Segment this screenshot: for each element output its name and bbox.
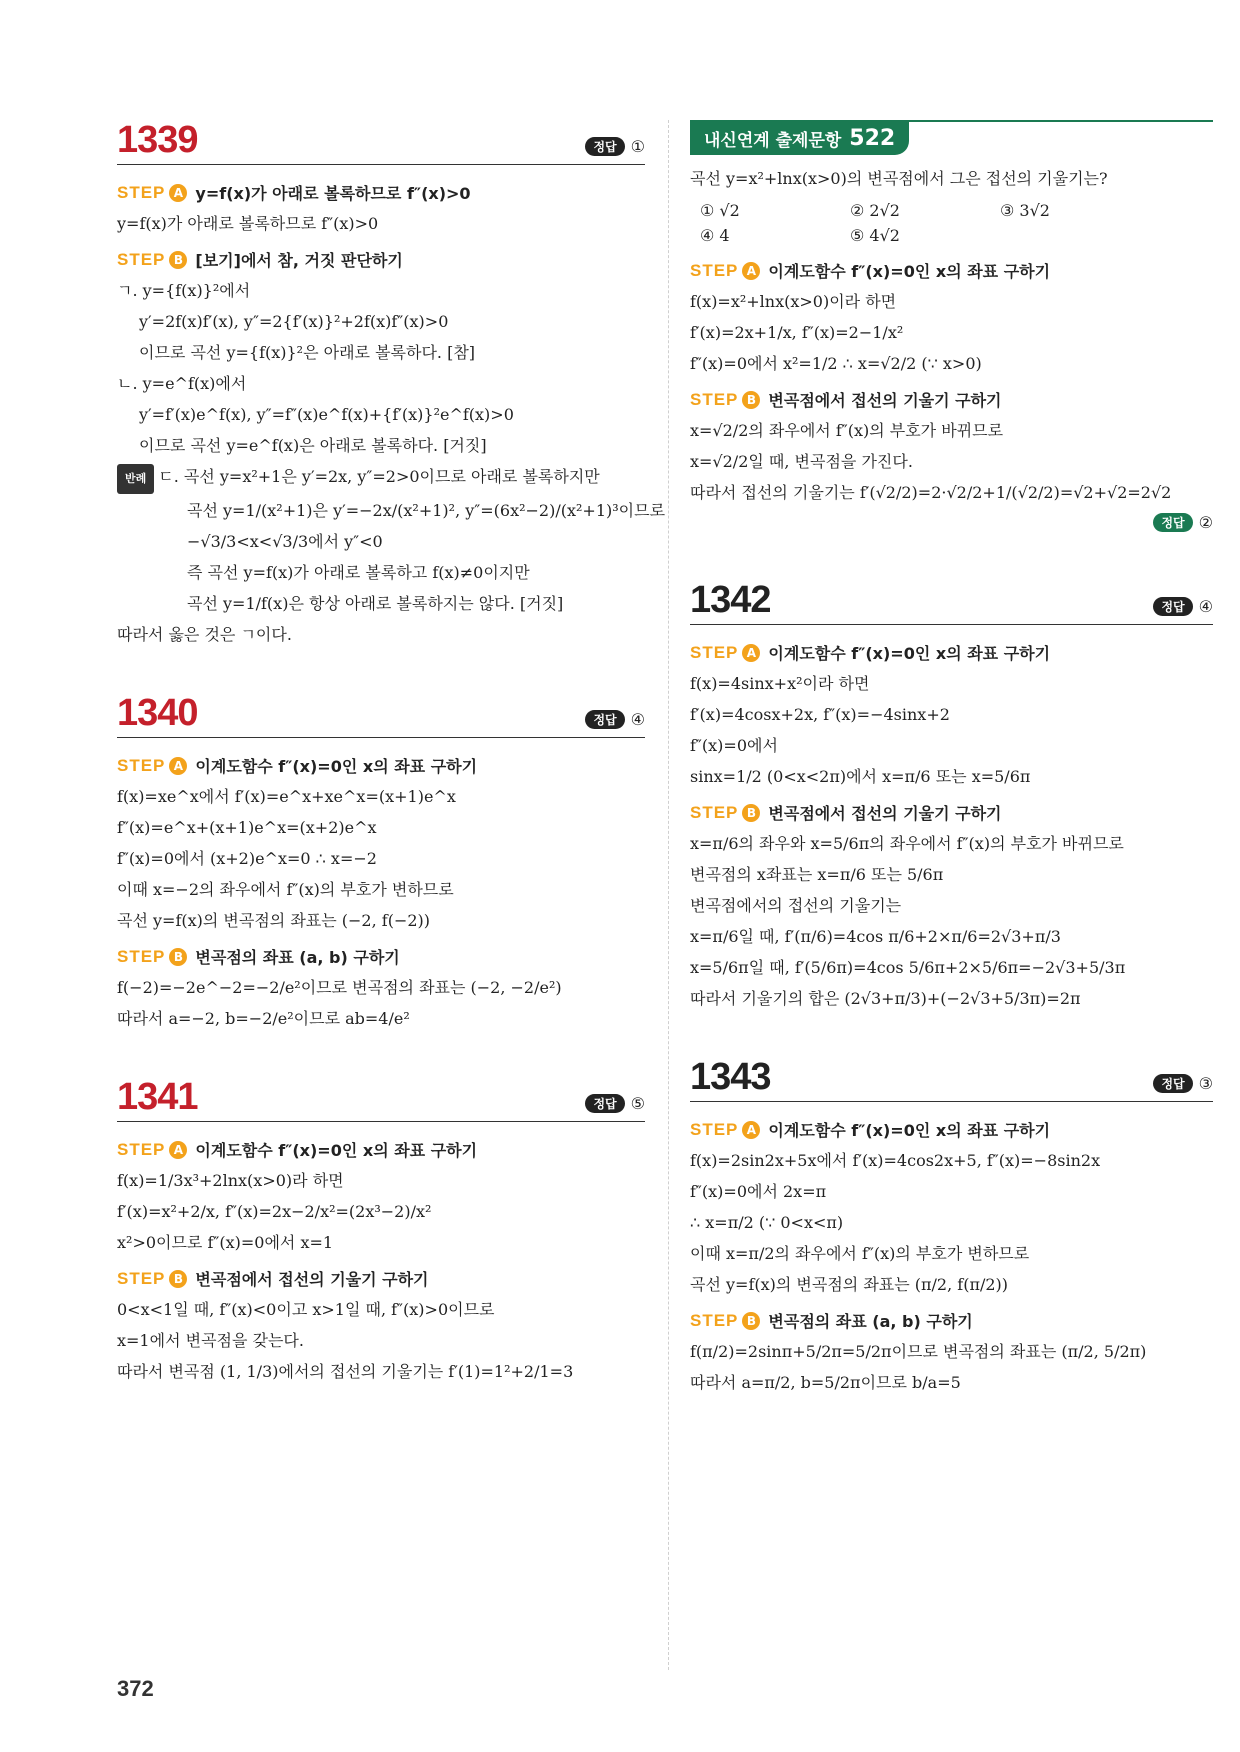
answer xyxy=(585,710,645,729)
answer-value: ④ xyxy=(1198,597,1213,616)
step-title: 변곡점에서 접선의 기울기 구하기 xyxy=(768,804,1002,823)
answer-badge: 정답 xyxy=(1153,597,1192,616)
step-b-icon: B xyxy=(742,391,760,409)
step-a xyxy=(117,754,645,777)
problem-1341 xyxy=(117,1077,645,1386)
problem-number: 1339 xyxy=(117,119,198,161)
solution-line: 이때 x=π/2의 좌우에서 f″(x)의 부호가 변하므로 xyxy=(690,1244,1030,1263)
step-label: STEP xyxy=(690,260,739,280)
solution-line: 곡선 y=1/(x²+1)은 y′=−2x/(x²+1)², y″=(6x²−2)/(x²+1)³이므로 xyxy=(187,501,666,520)
solution-text: ㄷ. 곡선 y=x²+1은 y′=2x, y″=2>0이므로 아래로 볼록하지만 xyxy=(158,467,600,486)
choice-item: ④ 4 xyxy=(700,226,730,245)
solution-line: f″(x)=0에서 2x=π xyxy=(690,1182,827,1201)
answer-badge: 정답 xyxy=(585,1094,624,1113)
step-a xyxy=(117,1138,645,1161)
problem-1339 xyxy=(117,119,666,649)
solution-line: f′(x)=2x+1/x, f″(x)=2−1/x² xyxy=(690,323,904,342)
step-label: STEP xyxy=(117,755,166,775)
solution-line: 곡선 y=1/f(x)은 항상 아래로 볼록하지는 않다. [거짓] xyxy=(187,594,564,613)
answer-value: ① xyxy=(630,137,645,156)
solution-line: f″(x)=0에서 (x+2)e^x=0 ∴ x=−2 xyxy=(117,849,377,868)
page-number: 372 xyxy=(117,1676,154,1701)
step-a-icon: A xyxy=(169,184,187,202)
solution-line: sinx=1/2 (0<x<2π)에서 x=π/6 또는 x=5/6π xyxy=(690,767,1031,786)
step-a-icon: A xyxy=(742,644,760,662)
step-a-icon: A xyxy=(169,1141,187,1159)
solution-line: f′(x)=4cosx+2x, f″(x)=−4sinx+2 xyxy=(690,705,950,724)
step-b-icon: B xyxy=(169,251,187,269)
solution-line: x=π/6의 좌우와 x=5/6π의 좌우에서 f″(x)의 부호가 바뀌므로 xyxy=(690,834,1124,853)
conclusion-line: 따라서 a=−2, b=−2/e²이므로 ab=4/e² xyxy=(117,1009,410,1028)
step-b xyxy=(690,1309,1213,1332)
solution-line: x²>0이므로 f″(x)=0에서 x=1 xyxy=(117,1233,334,1252)
step-label: STEP xyxy=(117,1139,166,1159)
counterexample-badge: 반례 xyxy=(117,464,154,494)
solution-line: x=√2/2의 좌우에서 f″(x)의 부호가 바뀌므로 xyxy=(690,421,1004,440)
problem-header xyxy=(117,693,645,738)
solution-line: −√3/3<x<√3/3에서 y″<0 xyxy=(187,532,383,551)
solution-line: f(x)=1/3x³+2lnx(x>0)라 하면 xyxy=(117,1171,344,1190)
linked-problem-banner xyxy=(690,120,1213,155)
step-a-icon: A xyxy=(169,757,187,775)
answer xyxy=(585,1094,645,1113)
step-a-icon: A xyxy=(742,1121,760,1139)
step-a xyxy=(690,1118,1213,1141)
step-title: 변곡점의 좌표 (a, b) 구하기 xyxy=(195,948,400,967)
step-label: STEP xyxy=(690,1310,739,1330)
banner-label: 내신연계 출제문항 xyxy=(704,131,842,151)
solution-line: 즉 곡선 y=f(x)가 아래로 볼록하고 f(x)≠0이지만 xyxy=(187,563,530,582)
answer-badge: 정답 xyxy=(585,137,624,156)
column-divider xyxy=(668,120,669,1670)
problem-header xyxy=(690,580,1213,625)
step-b-icon: B xyxy=(742,1312,760,1330)
left-column xyxy=(117,119,666,1430)
step-label: STEP xyxy=(117,249,166,269)
step-b-icon: B xyxy=(169,1270,187,1288)
step-title: 변곡점의 좌표 (a, b) 구하기 xyxy=(768,1312,973,1331)
solution-line: f″(x)=0에서 xyxy=(690,736,778,755)
answer-badge: 정답 xyxy=(585,710,624,729)
solution-line: 변곡점에서의 접선의 기울기는 xyxy=(690,896,902,915)
step-a xyxy=(690,641,1213,664)
step-title: 이계도함수 f″(x)=0인 x의 좌표 구하기 xyxy=(195,1141,478,1160)
problem-header xyxy=(690,1057,1213,1102)
question-text: 곡선 y=x²+lnx(x>0)의 변곡점에서 그은 접선의 기울기는? xyxy=(690,169,1108,188)
solution-line: f(x)=x²+lnx(x>0)이라 하면 xyxy=(690,292,897,311)
solution-line: x=5/6π일 때, f′(5/6π)=4cos 5/6π+2×5/6π=−2√3+5/3π xyxy=(690,958,1126,977)
solution-line: ∴ x=π/2 (∵ 0<x<π) xyxy=(690,1213,844,1232)
step-a xyxy=(117,181,645,204)
step-label: STEP xyxy=(690,642,739,662)
right-column xyxy=(690,120,1213,1441)
solution-line: 곡선 y=f(x)의 변곡점의 좌표는 (π/2, f(π/2)) xyxy=(690,1275,1009,1294)
problem-number: 1341 xyxy=(117,1076,198,1118)
answer xyxy=(1153,597,1213,616)
problem-1342 xyxy=(690,580,1213,1013)
solution-line: f″(x)=e^x+(x+1)e^x=(x+2)e^x xyxy=(117,818,377,837)
choice-item: ⑤ 4√2 xyxy=(850,226,900,245)
solution-line: y=f(x)가 아래로 볼록하므로 f″(x)>0 xyxy=(117,214,379,233)
solution-line: f″(x)=0에서 x²=1/2 ∴ x=√2/2 (∵ x>0) xyxy=(690,354,982,373)
conclusion-line: 따라서 a=π/2, b=5/2π이므로 b/a=5 xyxy=(690,1373,961,1392)
answer-value: ④ xyxy=(630,710,645,729)
step-label: STEP xyxy=(690,389,739,409)
problem-number: 1343 xyxy=(690,1056,771,1098)
solution-line: f(x)=xe^x에서 f′(x)=e^x+xe^x=(x+1)e^x xyxy=(117,787,456,806)
solution-line: 이므로 곡선 y={f(x)}²은 아래로 볼록하다. [참] xyxy=(139,343,476,362)
solution-line: 이때 x=−2의 좌우에서 f″(x)의 부호가 변하므로 xyxy=(117,880,454,899)
answer xyxy=(690,513,1213,532)
answer xyxy=(1153,1074,1213,1093)
choice-item: ① √2 xyxy=(700,201,740,220)
choice-list xyxy=(700,201,1213,245)
step-label: STEP xyxy=(117,1268,166,1288)
solution-line: 곡선 y=f(x)의 변곡점의 좌표는 (−2, f(−2)) xyxy=(117,911,431,930)
step-title: 이계도함수 f″(x)=0인 x의 좌표 구하기 xyxy=(768,1121,1051,1140)
solution-line: 변곡점의 x좌표는 x=π/6 또는 5/6π xyxy=(690,865,944,884)
conclusion-line: 따라서 접선의 기울기는 f′(√2/2)=2·√2/2+1/(√2/2)=√2+√2=2√2 xyxy=(690,483,1172,502)
solution-line: y′=2f(x)f′(x), y″=2{f′(x)}²+2f(x)f″(x)>0 xyxy=(139,312,449,331)
answer-value: ③ xyxy=(1198,1074,1213,1093)
step-label: STEP xyxy=(117,182,166,202)
problem-number: 1340 xyxy=(117,692,198,734)
solution-line: x=π/6일 때, f′(π/6)=4cos π/6+2×π/6=2√3+π/3 xyxy=(690,927,1061,946)
step-title: 이계도함수 f″(x)=0인 x의 좌표 구하기 xyxy=(768,644,1051,663)
step-label: STEP xyxy=(690,1119,739,1139)
solution-line: f(x)=2sin2x+5x에서 f′(x)=4cos2x+5, f″(x)=−8sin2x xyxy=(690,1151,1101,1170)
choice-item: ② 2√2 xyxy=(850,201,900,220)
step-title: 이계도함수 f″(x)=0인 x의 좌표 구하기 xyxy=(768,262,1051,281)
solution-line: x=1에서 변곡점을 갖는다. xyxy=(117,1331,304,1350)
solution-line: x=√2/2일 때, 변곡점을 가진다. xyxy=(690,452,913,471)
step-title: y=f(x)가 아래로 볼록하므로 f″(x)>0 xyxy=(195,184,471,203)
step-b xyxy=(117,1267,645,1290)
step-b xyxy=(117,248,645,271)
solution-line: ㄱ. y={f(x)}²에서 xyxy=(117,281,251,300)
step-b xyxy=(690,801,1213,824)
problem-header xyxy=(117,120,645,165)
solution-line: y′=f′(x)e^f(x), y″=f″(x)e^f(x)+{f′(x)}²e^f(x)>0 xyxy=(139,405,514,424)
step-b-icon: B xyxy=(169,948,187,966)
problem-522 xyxy=(690,120,1213,532)
step-title: 이계도함수 f″(x)=0인 x의 좌표 구하기 xyxy=(195,757,478,776)
problem-1343 xyxy=(690,1057,1213,1397)
solution-line: f′(x)=x²+2/x, f″(x)=2x−2/x²=(2x³−2)/x² xyxy=(117,1202,432,1221)
solution-line: 이므로 곡선 y=e^f(x)은 아래로 볼록하다. [거짓] xyxy=(139,436,487,455)
conclusion-line: 따라서 옳은 것은 ㄱ이다. xyxy=(117,625,292,644)
problem-number: 1342 xyxy=(690,579,771,621)
answer-badge: 정답 xyxy=(1153,513,1192,532)
answer-value: ⑤ xyxy=(630,1094,645,1113)
step-a-icon: A xyxy=(742,262,760,280)
banner-number: 522 xyxy=(849,126,896,151)
step-title: 변곡점에서 접선의 기울기 구하기 xyxy=(768,391,1002,410)
step-label: STEP xyxy=(117,946,166,966)
problem-header xyxy=(117,1077,645,1122)
conclusion-line: 따라서 변곡점 (1, 1/3)에서의 접선의 기울기는 f′(1)=1²+2/1=3 xyxy=(117,1362,574,1381)
solution-line: f(x)=4sinx+x²이라 하면 xyxy=(690,674,870,693)
step-b xyxy=(117,945,645,968)
conclusion-line: 따라서 기울기의 합은 (2√3+π/3)+(−2√3+5/3π)=2π xyxy=(690,989,1081,1008)
answer-value: ② xyxy=(1198,513,1213,532)
step-b-icon: B xyxy=(742,804,760,822)
problem-1340 xyxy=(117,693,645,1033)
step-a xyxy=(690,259,1213,282)
solution-line: f(−2)=−2e^−2=−2/e²이므로 변곡점의 좌표는 (−2, −2/e²) xyxy=(117,978,562,997)
answer-badge: 정답 xyxy=(1153,1074,1192,1093)
step-label: STEP xyxy=(690,802,739,822)
solution-line: 0<x<1일 때, f″(x)<0이고 x>1일 때, f″(x)>0이므로 xyxy=(117,1300,495,1319)
solution-line xyxy=(117,463,645,494)
answer xyxy=(585,137,645,156)
step-title: 변곡점에서 접선의 기울기 구하기 xyxy=(195,1270,429,1289)
solution-line: f(π/2)=2sinπ+5/2π=5/2π이므로 변곡점의 좌표는 (π/2, 5/2π) xyxy=(690,1342,1147,1361)
solution-line: ㄴ. y=e^f(x)에서 xyxy=(117,374,247,393)
choice-item: ③ 3√2 xyxy=(1000,201,1050,220)
banner-box xyxy=(690,122,909,155)
step-b xyxy=(690,388,1213,411)
step-title: [보기]에서 참, 거짓 판단하기 xyxy=(195,251,403,270)
